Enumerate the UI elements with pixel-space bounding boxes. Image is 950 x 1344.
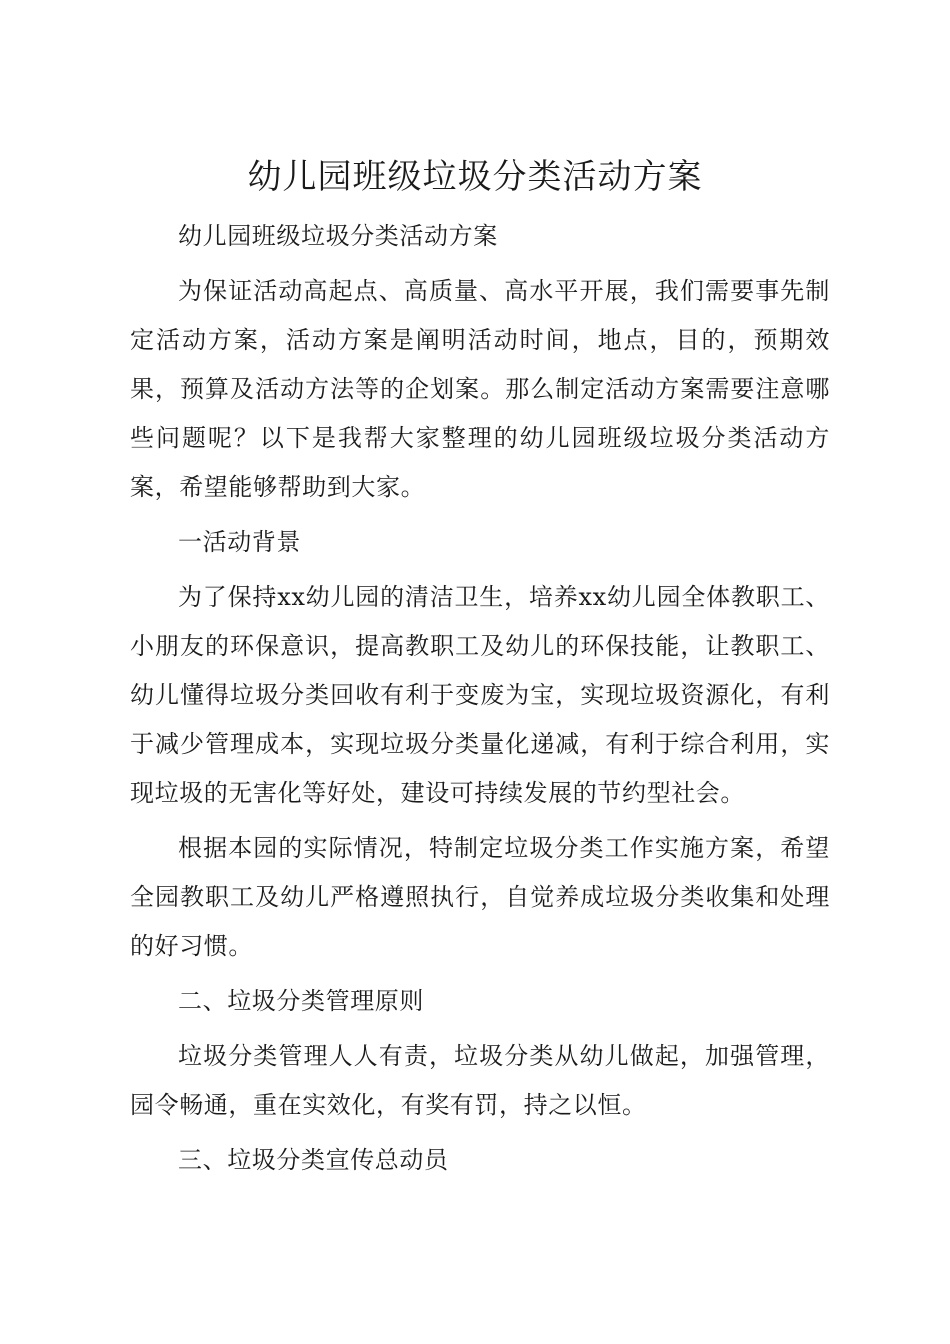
section-heading-background: 一活动背景 (178, 528, 301, 556)
intro-paragraph: 为保证活动高起点、高质量、高水平开展，我们需要事先制定活动方案，活动方案是阐明活动时间，地点，目的，预期效果，预算及活动方法等的企划案。那么制定活动方案需要注意哪些问题呢？以下是我帮大家整理的幼儿园班级垃圾分类活动方案，希望能够帮助到大家。 (130, 277, 830, 501)
section-heading-publicity: 三、垃圾分类宣传总动员 (178, 1146, 449, 1174)
principles-paragraph: 垃圾分类管理人人有责，垃圾分类从幼儿做起，加强管理，园令畅通，重在实效化，有奖有罚，持之以恒。 (130, 1042, 830, 1119)
document-body (130, 212, 830, 1191)
document-title: 幼儿园班级垃圾分类活动方案 (247, 157, 703, 197)
subtitle-paragraph: 幼儿园班级垃圾分类活动方案 (178, 222, 498, 250)
plan-paragraph: 根据本园的实际情况，特制定垃圾分类工作实施方案，希望全园教职工及幼儿严格遵照执行，自觉养成垃圾分类收集和处理的好习惯。 (130, 834, 830, 960)
section-heading-principles: 二、垃圾分类管理原则 (178, 987, 424, 1015)
background-paragraph: 为了保持xx幼儿园的清洁卫生，培养xx幼儿园全体教职工、小朋友的环保意识，提高教职工及幼儿的环保技能，让教职工、幼儿懂得垃圾分类回收有利于变废为宝，实现垃圾资源化，有利于减少管理成本，实现垃圾分类量化递减，有利于综合利用，实现垃圾的无害化等好处，建设可持续发展的节约型社会。 (130, 583, 830, 807)
